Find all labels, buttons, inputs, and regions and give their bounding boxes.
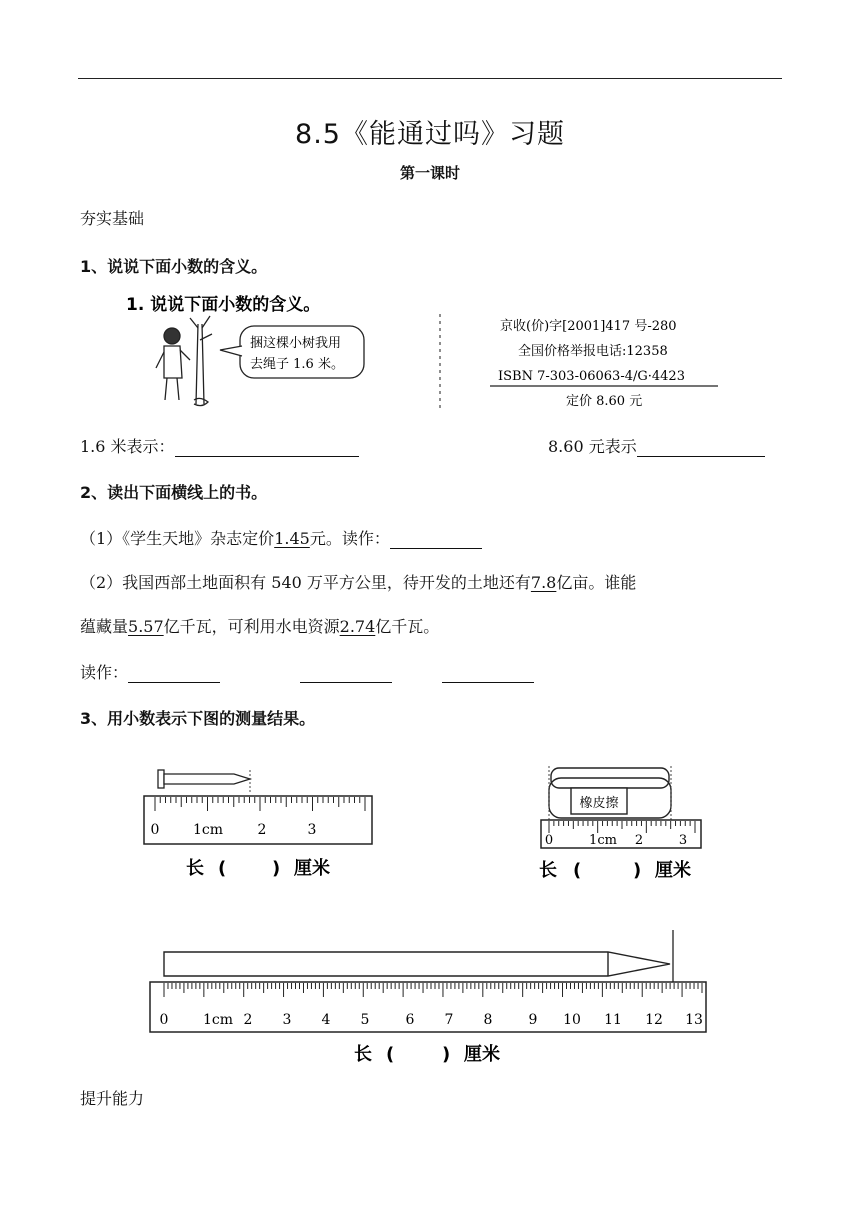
answer-1-left: [80, 434, 359, 457]
item-2-line-2-suffix: 亿千瓦。: [375, 617, 440, 636]
read-answer-row: [80, 660, 534, 683]
item-2-text: （2）我国西部土地面积有 540 万平方公里，待开发的土地还有: [80, 573, 531, 592]
question-1-title: 1、说说下面小数的含义。: [80, 257, 268, 276]
nail-icon: [158, 770, 250, 788]
answer-blank[interactable]: [300, 664, 392, 683]
pencil-ruler-figure: [146, 928, 718, 1068]
question-2-item-2-line-1: [80, 570, 636, 593]
caption-3-unit: 厘米: [464, 1044, 500, 1065]
ruler-3-label-8: 8: [483, 1012, 493, 1028]
ruler-3-label-3: 3: [282, 1012, 292, 1028]
boy-tree-illustration: [156, 316, 212, 406]
item-1-suffix: 元。读作：: [309, 529, 390, 548]
item-1-text: （1）《学生天地》杂志定价: [80, 529, 275, 548]
item-2-suffix: 亿亩。谁能: [556, 573, 637, 592]
question-2-title: 2、读出下面横线上的书。: [80, 483, 268, 502]
answer-blank[interactable]: [128, 664, 220, 683]
ruler-1-label-2: 2: [257, 822, 267, 838]
answer-blank[interactable]: [442, 664, 534, 683]
item-2-line-2-text: 蕴藏量: [80, 617, 129, 636]
item-2-number-2: 5.57: [128, 617, 164, 636]
bubble-line-1: 捆这棵小树我用: [250, 336, 342, 351]
ruler-3-label-10: 10: [563, 1012, 581, 1028]
answer-blank[interactable]: [637, 438, 765, 457]
book-info-line-4: 定价 8.60 元: [566, 394, 643, 409]
nail-ruler-figure: [140, 764, 380, 884]
book-info-line-2: 全国价格举报电话:12358: [518, 344, 668, 359]
ruler-3-label-9: 9: [528, 1012, 538, 1028]
ruler-2-label-2: 2: [634, 833, 644, 848]
question-3-title: 3、用小数表示下图的测量结果。: [80, 709, 316, 728]
ruler-3-label-11: 11: [604, 1012, 622, 1028]
eraser-label: 橡皮擦: [579, 796, 619, 811]
pencil-icon: [164, 952, 670, 976]
section-heading-advanced: 提升能力: [80, 1089, 145, 1108]
caption-1-unit: 厘米: [294, 858, 330, 879]
question-1-figure: [120, 288, 730, 413]
answer-blank[interactable]: [390, 530, 482, 549]
caption-3-open: (: [386, 1044, 395, 1065]
ruler-3-label-5: 5: [360, 1012, 370, 1028]
ruler-3-label-0: 0: [159, 1012, 169, 1028]
top-rule: [78, 78, 782, 79]
page-subtitle: 第一课时: [399, 164, 460, 182]
ruler-3-label-1: 1cm: [202, 1012, 234, 1028]
caption-1-close: ): [272, 858, 281, 879]
caption-1-long: 长: [186, 858, 204, 879]
ruler-2-label-0: 0: [544, 833, 554, 848]
answer-blank[interactable]: [175, 438, 359, 457]
book-info-line-3: ISBN 7-303-06063-4/G·4423: [498, 369, 685, 384]
caption-2-close: ): [633, 860, 642, 881]
ruler-3-label-6: 6: [405, 1012, 415, 1028]
ruler-2-label-1: 1cm: [589, 833, 617, 848]
caption-1-open: (: [218, 858, 227, 879]
ruler-2-label-3: 3: [678, 833, 688, 848]
item-2-line-2-mid: 亿千瓦，可利用水电资源: [163, 617, 340, 636]
ruler-1-label-0: 0: [150, 822, 160, 838]
caption-3-long: 长: [354, 1044, 372, 1065]
ruler-2: [541, 820, 701, 848]
ruler-3-label-7: 7: [444, 1012, 454, 1028]
ruler-3-label-13: 13: [685, 1012, 703, 1028]
caption-2-open: (: [573, 860, 582, 881]
ruler-3-label-2: 2: [243, 1012, 253, 1028]
caption-2-long: 长: [539, 860, 557, 881]
ruler-1-label-1: 1cm: [192, 822, 224, 838]
answer-1-left-label: 1.6 米表示：: [80, 437, 175, 456]
page-title: 8.5《能通过吗》习题: [295, 119, 565, 150]
read-label: 读作：: [80, 663, 129, 682]
book-info-line-1: 京收(价)字[2001]417 号-280: [500, 319, 677, 334]
question-2-item-2-line-2: [80, 614, 439, 637]
ruler-3-label-4: 4: [321, 1012, 331, 1028]
answer-1-right: [548, 434, 765, 457]
item-2-number-3: 2.74: [339, 617, 376, 636]
ruler-1-label-3: 3: [307, 822, 317, 838]
figure-heading: 1. 说说下面小数的含义。: [126, 295, 321, 315]
eraser-ruler-figure: [535, 766, 715, 886]
answer-1-right-label: 8.60 元表示: [548, 437, 637, 456]
ruler-3-label-12: 12: [645, 1012, 663, 1028]
section-heading-basics: 夯实基础: [80, 209, 145, 228]
caption-2-unit: 厘米: [655, 860, 691, 881]
item-2-number: 7.8: [530, 573, 557, 592]
item-1-number: 1.45: [274, 529, 310, 548]
caption-3-close: ): [442, 1044, 451, 1065]
question-2-item-1: [80, 526, 482, 549]
bubble-line-2: 去绳子 1.6 米。: [250, 357, 344, 372]
